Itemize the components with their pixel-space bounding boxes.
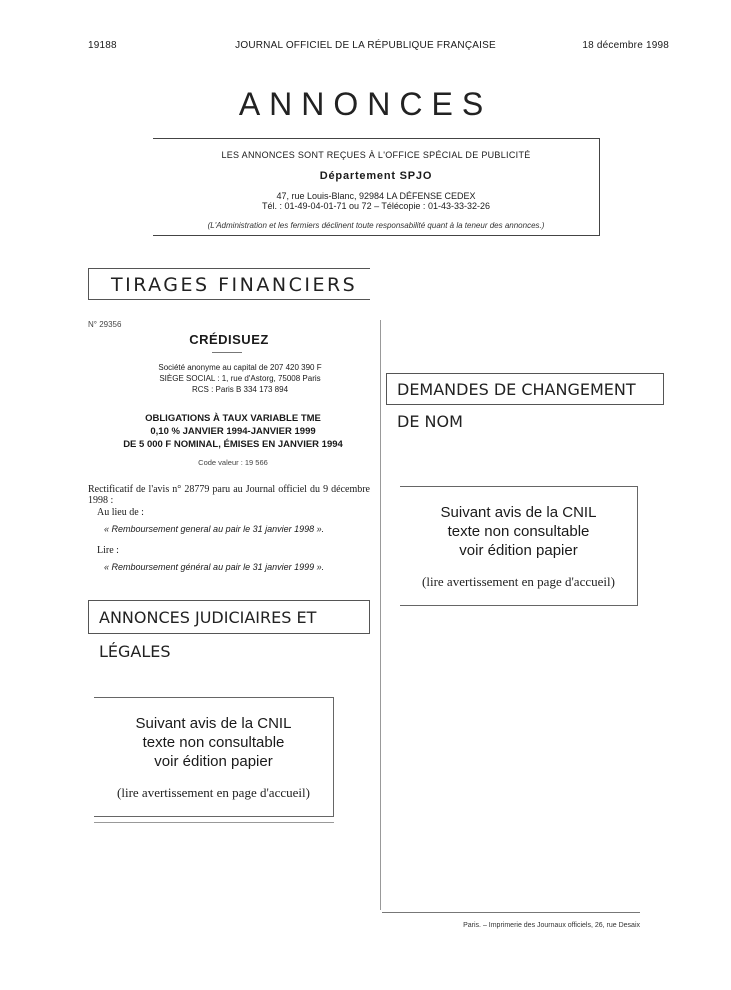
section-heading-changement-nom: DEMANDES DE CHANGEMENT DE NOM xyxy=(386,373,664,405)
cnil-line-4: (lire avertissement en page d'accueil) xyxy=(117,785,310,800)
spjo-line-1: LES ANNONCES SONT REÇUES À L'OFFICE SPÉCIAL DE PUBLICITÉ xyxy=(221,150,531,160)
divider xyxy=(212,352,242,353)
obligations-block xyxy=(88,412,378,451)
printer-footer: Paris. – Imprimerie des Journaux officiels, 26, rue Desaix xyxy=(463,922,640,929)
obligations-line-2: 0,10 % JANVIER 1994-JANVIER 1999 xyxy=(150,426,316,437)
spjo-department: Département SPJO xyxy=(319,170,433,182)
cnil-line-3: voir édition papier xyxy=(459,542,578,559)
company-capital: Société anonyme au capital de 207 420 390 F xyxy=(158,363,322,372)
company-rcs: RCS : Paris B 334 173 894 xyxy=(191,385,289,394)
company-name: CRÉDISUEZ xyxy=(189,332,269,347)
cnil-line-2: texte non consultable xyxy=(447,523,590,540)
cnil-line-3: voir édition papier xyxy=(154,753,273,770)
code-valeur: Code valeur : 19 566 xyxy=(198,458,268,467)
section-heading-tirages: TIRAGES FINANCIERS xyxy=(88,268,370,300)
spjo-info-box xyxy=(153,138,600,236)
cnil-line-1: Suivant avis de la CNIL xyxy=(440,504,597,521)
notice-number: N° 29356 xyxy=(88,320,122,329)
issue-date: 18 décembre 1998 xyxy=(582,40,669,51)
obligations-line-1: OBLIGATIONS À TAUX VARIABLE TME xyxy=(145,413,321,424)
page-title: ANNONCES xyxy=(238,86,493,122)
journal-header: JOURNAL OFFICIEL DE LA RÉPUBLIQUE FRANÇAISE xyxy=(235,40,496,51)
au-lieu-de-label: Au lieu de : xyxy=(97,507,144,518)
new-text-quote: « Remboursement général au pair le 31 janvier 1999 ». xyxy=(104,562,325,572)
cnil-line-2: texte non consultable xyxy=(142,734,285,751)
lire-label: Lire : xyxy=(97,545,119,556)
cnil-notice-left xyxy=(94,697,334,817)
spjo-address: 47, rue Louis-Blanc, 92984 LA DÉFENSE CEDEX xyxy=(276,191,476,201)
cnil-notice-right xyxy=(400,486,638,606)
company-siege: SIÈGE SOCIAL : 1, rue d'Astorg, 75008 Paris xyxy=(159,374,321,383)
section-heading-judiciaires: ANNONCES JUDICIAIRES ET LÉGALES xyxy=(88,600,370,634)
spjo-phone: Tél. : 01-49-04-01-71 ou 72 – Télécopie : 01-43-33-32-26 xyxy=(262,201,490,211)
spjo-disclaimer: (L'Administration et les fermiers déclinent toute responsabilité quant à la teneur des annonces.) xyxy=(207,221,545,230)
divider xyxy=(382,912,640,913)
column-divider xyxy=(380,320,381,910)
cnil-line-1: Suivant avis de la CNIL xyxy=(135,715,292,732)
rectificatif-text: Rectificatif de l'avis n° 28779 paru au Journal officiel du 9 décembre 1998 : xyxy=(88,484,370,506)
old-text-quote: « Remboursement general au pair le 31 janvier 1998 ». xyxy=(104,524,325,534)
divider xyxy=(94,822,334,823)
page-number: 19188 xyxy=(88,40,117,51)
company-info xyxy=(100,362,380,395)
cnil-line-4: (lire avertissement en page d'accueil) xyxy=(422,574,615,589)
obligations-line-3: DE 5 000 F NOMINAL, ÉMISES EN JANVIER 1994 xyxy=(123,439,343,450)
